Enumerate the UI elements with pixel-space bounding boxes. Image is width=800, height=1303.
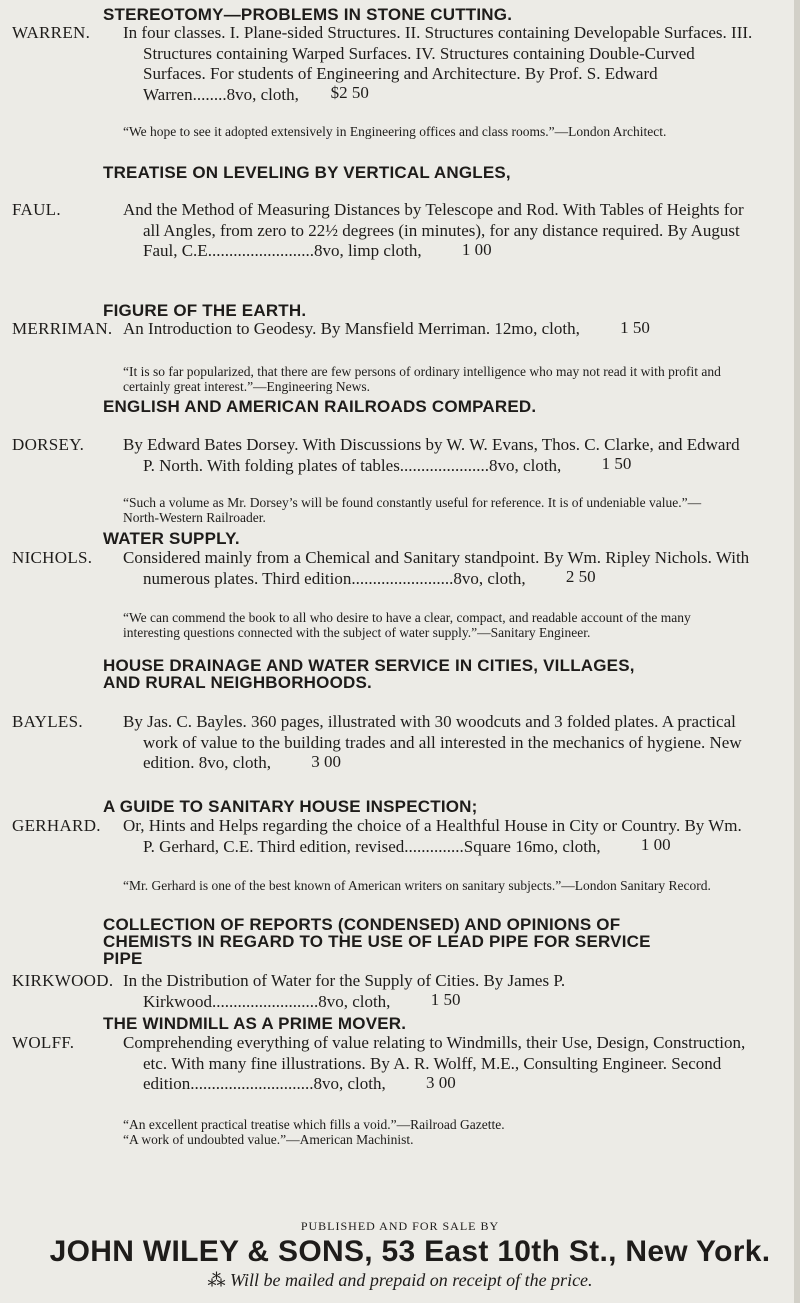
entry-author: KIRKWOOD. xyxy=(12,971,114,990)
entry-price: 3 00 xyxy=(311,751,341,771)
entry-price: 1 50 xyxy=(620,317,650,337)
entry-description: In four classes. I. Plane-sided Structures. II. Structures containing Developable Surfaces. III. Structures containing Warped Surfaces. IV. Structures containing Double-Curved Surfaces. For students of Engineering and Architecture. By Prof. S. Edward Warren........8vo, cloth, $2 50 xyxy=(123,23,753,104)
entry-description: By Edward Bates Dorsey. With Discussions by W. W. Evans, Thos. C. Clarke, and Edward P. North. With folding plates of tables.....................8vo, cloth, 1 50 xyxy=(123,435,740,475)
entry-description: And the Method of Measuring Distances by Telescope and Rod. With Tables of Heights for all Angles, from zero to 22½ degrees (in minutes), for any distance required. By August Faul, C.E.........................8vo, limp cloth, 1 00 xyxy=(123,200,744,260)
entry-price: 1 00 xyxy=(461,239,492,259)
page-edge xyxy=(794,0,800,1303)
entry-review-quote: “It is so far popularized, that there are few persons of ordinary intelligence who may not read it with profit and certainly great interest.”—Engineering News. xyxy=(123,364,721,394)
entry-author: GERHARD. xyxy=(12,816,101,835)
entry-author: BAYLES. xyxy=(12,712,83,731)
entry-description: By Jas. C. Bayles. 360 pages, illustrated with 30 woodcuts and 3 folded plates. A practical work of value to the building trades and all interested in the mechanics of hygiene. New edition. 8vo, cloth, 3 00 xyxy=(123,712,742,772)
entry-price: $2 50 xyxy=(330,83,369,102)
entry-price: 1 50 xyxy=(601,454,632,473)
entry-price: 1 00 xyxy=(640,835,671,854)
entry-title: TREATISE ON LEVELING BY VERTICAL ANGLES, xyxy=(103,163,511,182)
entry-title: COLLECTION OF REPORTS (CONDENSED) AND OPINIONS OF CHEMISTS IN REGARD TO THE USE OF LEAD PIPE FOR SERVICE PIPE xyxy=(103,915,651,968)
entry-review-quote: “We can commend the book to all who desire to have a clear, compact, and readable account of the many interesting questions connected with the subject of water supply.”—Sanitary Engineer. xyxy=(123,610,691,640)
entry-title: ENGLISH AND AMERICAN RAILROADS COMPARED. xyxy=(103,397,537,416)
entry-review-quote: “Such a volume as Mr. Dorsey’s will be found constantly useful for reference. It is of undeniable value.”—North-Western Railroader. xyxy=(123,495,702,525)
entry-author: FAUL. xyxy=(12,200,61,219)
entry-author: NICHOLS. xyxy=(12,548,93,567)
entry-title: WATER SUPPLY. xyxy=(103,529,240,548)
published-by-line: PUBLISHED AND FOR SALE BY xyxy=(300,1219,500,1233)
mail-order-note: ⁂ Will be mailed and prepaid on receipt of the price. xyxy=(207,1270,593,1290)
entry-review-quote: “Mr. Gerhard is one of the best known of American writers on sanitary subjects.”—London Sanitary Record. xyxy=(123,878,711,893)
entry-title: FIGURE OF THE EARTH. xyxy=(103,301,307,320)
entry-author: DORSEY. xyxy=(12,435,85,454)
entry-title: HOUSE DRAINAGE AND WATER SERVICE IN CITIES, VILLAGES, AND RURAL NEIGHBORHOODS. xyxy=(103,656,635,692)
entry-author: WOLFF. xyxy=(12,1033,75,1052)
entry-description: An Introduction to Geodesy. By Mansfield Merriman. 12mo, cloth, 1 50 xyxy=(123,317,650,338)
entry-review-quote: “An excellent practical treatise which fills a void.”—Railroad Gazette. “A work of undoubted value.”—American Machinist. xyxy=(123,1117,505,1147)
entry-title: THE WINDMILL AS A PRIME MOVER. xyxy=(103,1014,407,1033)
entry-price: 2 50 xyxy=(565,567,596,586)
entry-author: MERRIMAN. xyxy=(12,319,113,338)
publisher-imprint: JOHN WILEY & SONS, 53 East 10th St., New York. xyxy=(49,1235,771,1268)
entry-author: WARREN. xyxy=(12,23,91,42)
entry-review-quote: “We hope to see it adopted extensively in Engineering offices and class rooms.”—London Architect. xyxy=(123,124,667,139)
entry-description: In the Distribution of Water for the Supply of Cities. By James P. Kirkwood.........................8vo, cloth, 1 50 xyxy=(123,971,566,1011)
entry-title: STEREOTOMY—PROBLEMS IN STONE CUTTING. xyxy=(103,5,513,24)
entry-price: 1 50 xyxy=(430,990,461,1009)
entry-description: Considered mainly from a Chemical and Sanitary standpoint. By Wm. Ripley Nichols. With numerous plates. Third edition........................8vo, cloth, 2 50 xyxy=(123,548,750,588)
entry-description: Or, Hints and Helps regarding the choice of a Healthful House in City or Country. By Wm. P. Gerhard, C.E. Third edition, revised..............Square 16mo, cloth, 1 00 xyxy=(123,816,742,856)
entry-title: A GUIDE TO SANITARY HOUSE INSPECTION; xyxy=(103,797,478,816)
entry-description: Comprehending everything of value relating to Windmills, their Use, Design, Construction, etc. With many fine illustrations. By A. R. Wolff, M.E., Consulting Engineer. Second edition.............................8vo, cloth, 3 00 xyxy=(123,1033,746,1093)
entry-price: 3 00 xyxy=(425,1072,456,1092)
